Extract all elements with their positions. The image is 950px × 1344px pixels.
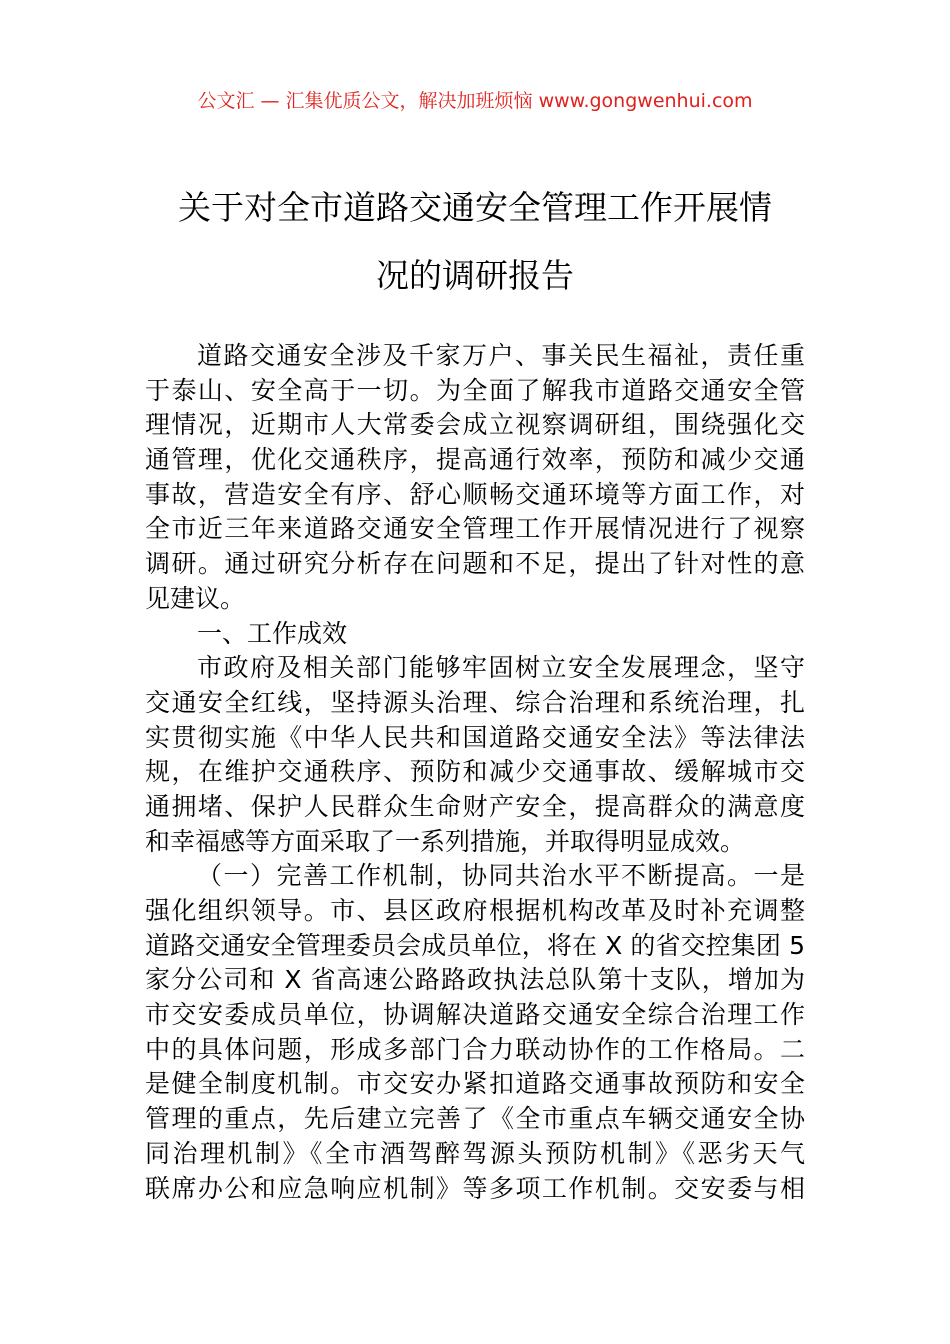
paragraph-line: 实贯彻实施《中华人民共和国道路交通安全法》等法律法	[145, 722, 805, 752]
paragraph-line: 同治理机制》《全市酒驾醉驾源头预防机制》《恶劣天气	[145, 1138, 805, 1168]
paragraph-line: 市交安委成员单位，协调解决道路交通安全综合治理工作	[145, 1000, 805, 1030]
paragraph-line: 道路交通安全涉及千家万户、事关民生福祉，责任重	[197, 341, 805, 370]
section-heading: 一、工作成效	[197, 618, 348, 648]
paragraph-line: 交通安全红线，坚持源头治理、综合治理和系统治理，扎	[145, 687, 805, 717]
paragraph-line: 中的具体问题，形成多部门合力联动协作的工作格局。二	[145, 1034, 805, 1064]
paragraph-line: 家分公司和 X 省高速公路路政执法总队第十支队，增加为	[145, 965, 805, 995]
paragraph-line: 于泰山、安全高于一切。为全面了解我市道路交通安全管	[145, 375, 805, 405]
paragraph-line: 联席办公和应急响应机制》等多项工作机制。交安委与相	[145, 1173, 805, 1203]
watermark-banner: 公文汇 — 汇集优质公文，解决加班烦恼 www.gongwenhui.com	[197, 90, 753, 112]
paragraph-line: 理情况，近期市人大常委会成立视察调研组，围绕强化交	[145, 410, 805, 440]
paragraph-line: 管理的重点，先后建立完善了《全市重点车辆交通安全协	[145, 1104, 805, 1134]
document-title-line-1: 关于对全市道路交通安全管理工作开展情	[178, 188, 772, 227]
paragraph-line: 市政府及相关部门能够牢固树立安全发展理念，坚守	[197, 653, 805, 683]
document-body	[145, 339, 805, 1206]
document-title-line-2: 况的调研报告	[376, 256, 574, 295]
paragraph-line: 全市近三年来道路交通安全管理工作开展情况进行了视察	[145, 514, 805, 544]
paragraph-line: 和幸福感等方面采取了一系列措施，并取得明显成效。	[145, 826, 746, 856]
paragraph-line: 道路交通安全管理委员会成员单位，将在 X 的省交控集团 5	[145, 930, 805, 960]
paragraph-line: 规，在维护交通秩序、预防和减少交通事故、缓解城市交	[145, 757, 805, 787]
paragraph-line: 是健全制度机制。市交安办紧扣道路交通事故预防和安全	[145, 1069, 805, 1099]
paragraph-line: 通管理，优化交通秩序，提高通行效率，预防和减少交通	[145, 445, 805, 475]
paragraph-line: 调研。通过研究分析存在问题和不足，提出了针对性的意	[145, 549, 805, 579]
paragraph-line: 事故，营造安全有序、舒心顺畅交通环境等方面工作，对	[145, 479, 805, 509]
paragraph-line: 强化组织领导。市、县区政府根据机构改革及时补充调整	[145, 896, 805, 925]
paragraph-line: 见建议。	[145, 583, 246, 613]
paragraph-line: （一）完善工作机制，协同共治水平不断提高。一是	[197, 861, 805, 891]
paragraph-line: 通拥堵、保护人民群众生命财产安全，提高群众的满意度	[145, 791, 805, 821]
